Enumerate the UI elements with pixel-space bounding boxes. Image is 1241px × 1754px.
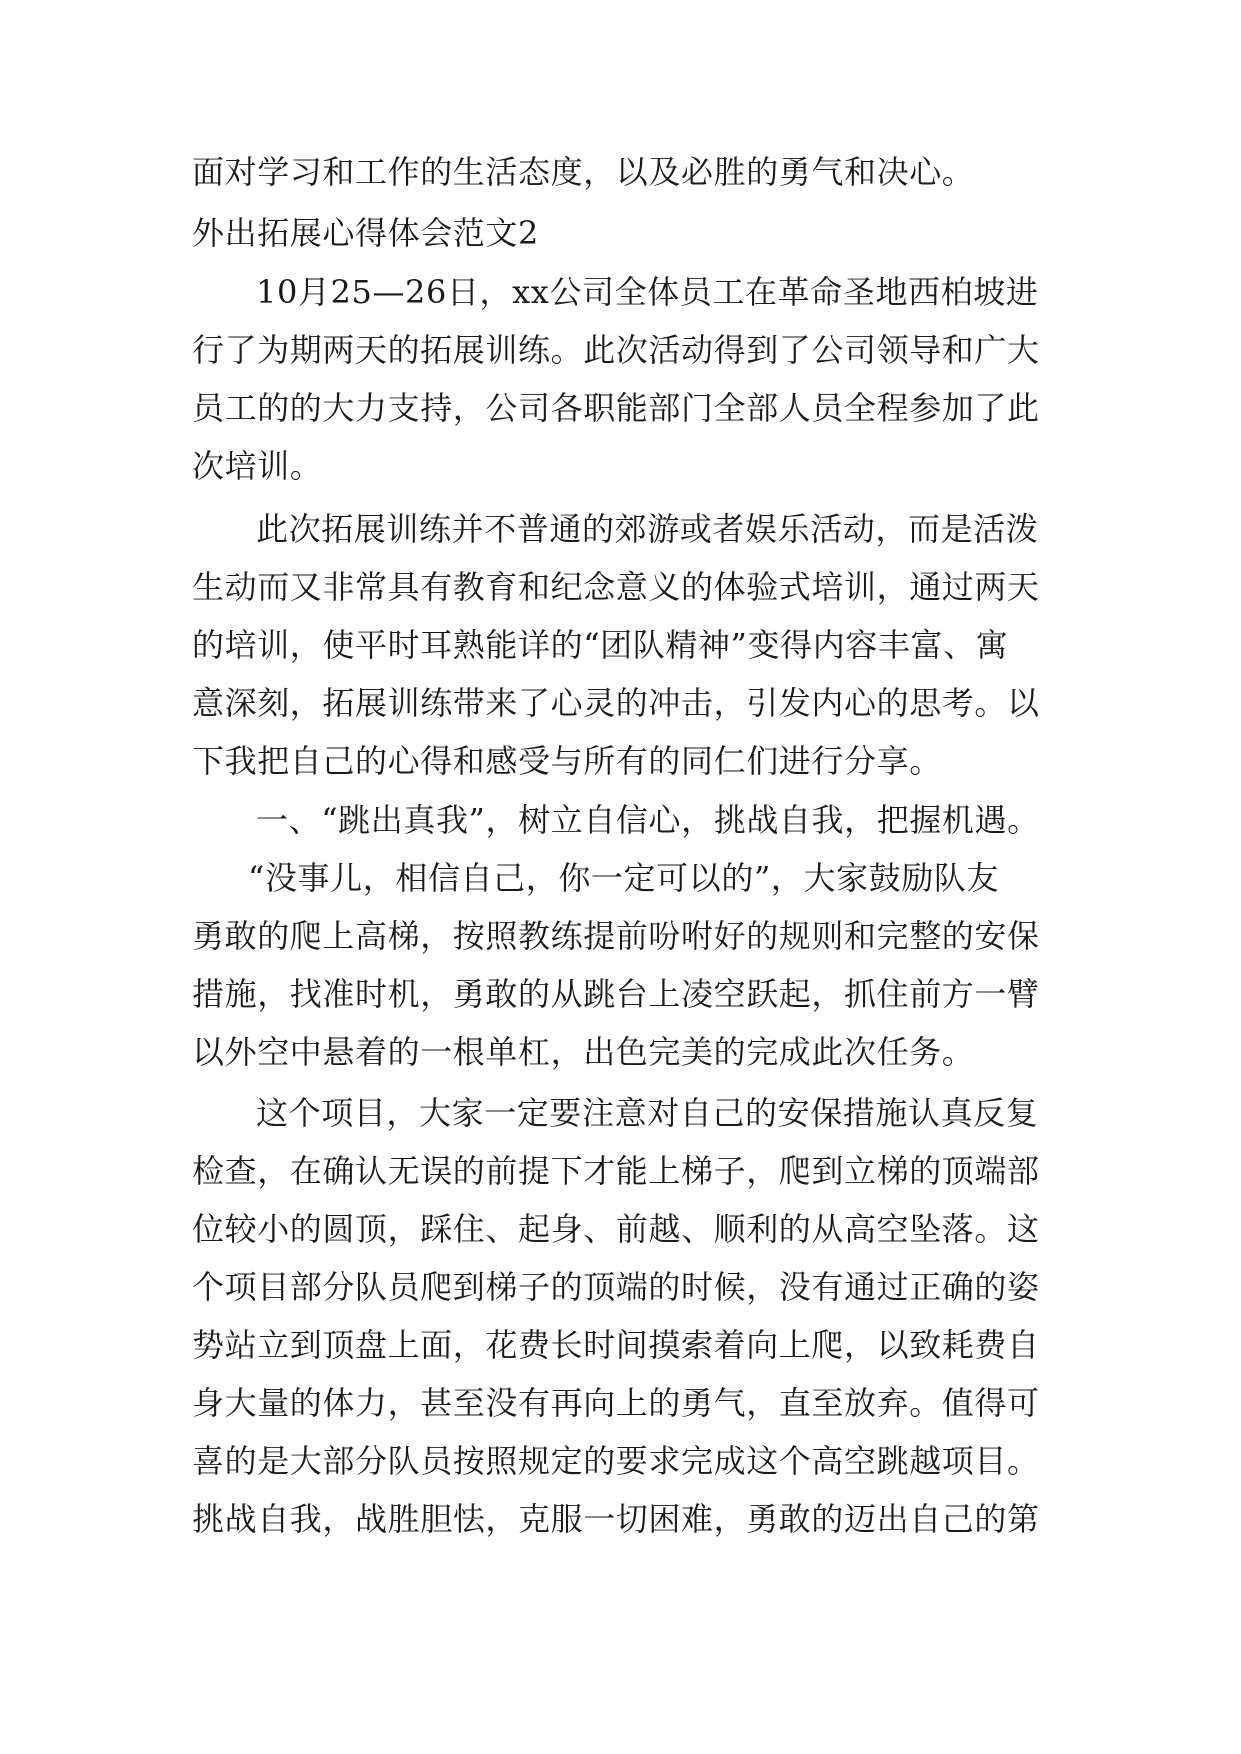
text-line: 下我把自己的心得和感受与所有的同仁们进行分享。 <box>192 742 942 780</box>
text-line: 次培训。 <box>192 447 323 485</box>
text-line: 行了为期两天的拓展训练。此次活动得到了公司领导和广大 <box>192 331 1040 369</box>
text-line: 员工的的大力支持，公司各职能部门全部人员全程参加了此 <box>192 389 1040 427</box>
text-line: 喜的是大部分队员按照规定的要求完成这个高空跳越项目。 <box>192 1442 1040 1480</box>
text-line: 身大量的体力，甚至没有再向上的勇气，直至放弃。值得可 <box>192 1384 1040 1422</box>
text-line: 的培训，使平时耳熟能详的“团队精神”变得内容丰富、寓 <box>192 626 1009 664</box>
paragraph-first-line: “没事儿，相信自己，你一定可以的”，大家鼓励队友 <box>248 859 1000 897</box>
text-line: 个项目部分队员爬到梯子的顶端的时候，没有通过正确的姿 <box>192 1268 1040 1306</box>
paragraph-first-line: 此次拓展训练并不普通的郊游或者娱乐活动，而是活泼 <box>256 510 1039 548</box>
text-line: 以外空中悬着的一根单杠，出色完美的完成此次任务。 <box>192 1033 975 1071</box>
text-line: 面对学习和工作的生活态度，以及必胜的勇气和决心。 <box>192 153 975 191</box>
text-line: 意深刻，拓展训练带来了心灵的冲击，引发内心的思考。以 <box>192 684 1040 722</box>
text-line: 位较小的圆顶，踩住、起身、前越、顺利的从高空坠落。这 <box>192 1210 1040 1248</box>
text-line: 措施，找准时机，勇敢的从跳台上凌空跃起，抓住前方一臂 <box>192 975 1040 1013</box>
text-line: 挑战自我，战胜胆怯，克服一切困难，勇敢的迈出自己的第 <box>192 1500 1040 1538</box>
text-line: 勇敢的爬上高梯，按照教练提前吩咐好的规则和完整的安保 <box>192 917 1040 955</box>
text-line: 势站立到顶盘上面，花费长时间摸索着向上爬，以致耗费自 <box>192 1326 1040 1364</box>
text-line: 检查，在确认无误的前提下才能上梯子，爬到立梯的顶端部 <box>192 1152 1040 1190</box>
paragraph-first-line: 10月25—26日，xx公司全体员工在革命圣地西柏坡进 <box>256 273 1039 311</box>
text-line: 生动而又非常具有教育和纪念意义的体验式培训，通过两天 <box>192 568 1040 606</box>
subheading-one: 一、“跳出真我”，树立自信心，挑战自我，把握机遇。 <box>256 801 1040 839</box>
section-heading: 外出拓展心得体会范文2 <box>192 214 539 252</box>
paragraph-first-line: 这个项目，大家一定要注意对自己的安保措施认真反复 <box>256 1094 1039 1132</box>
